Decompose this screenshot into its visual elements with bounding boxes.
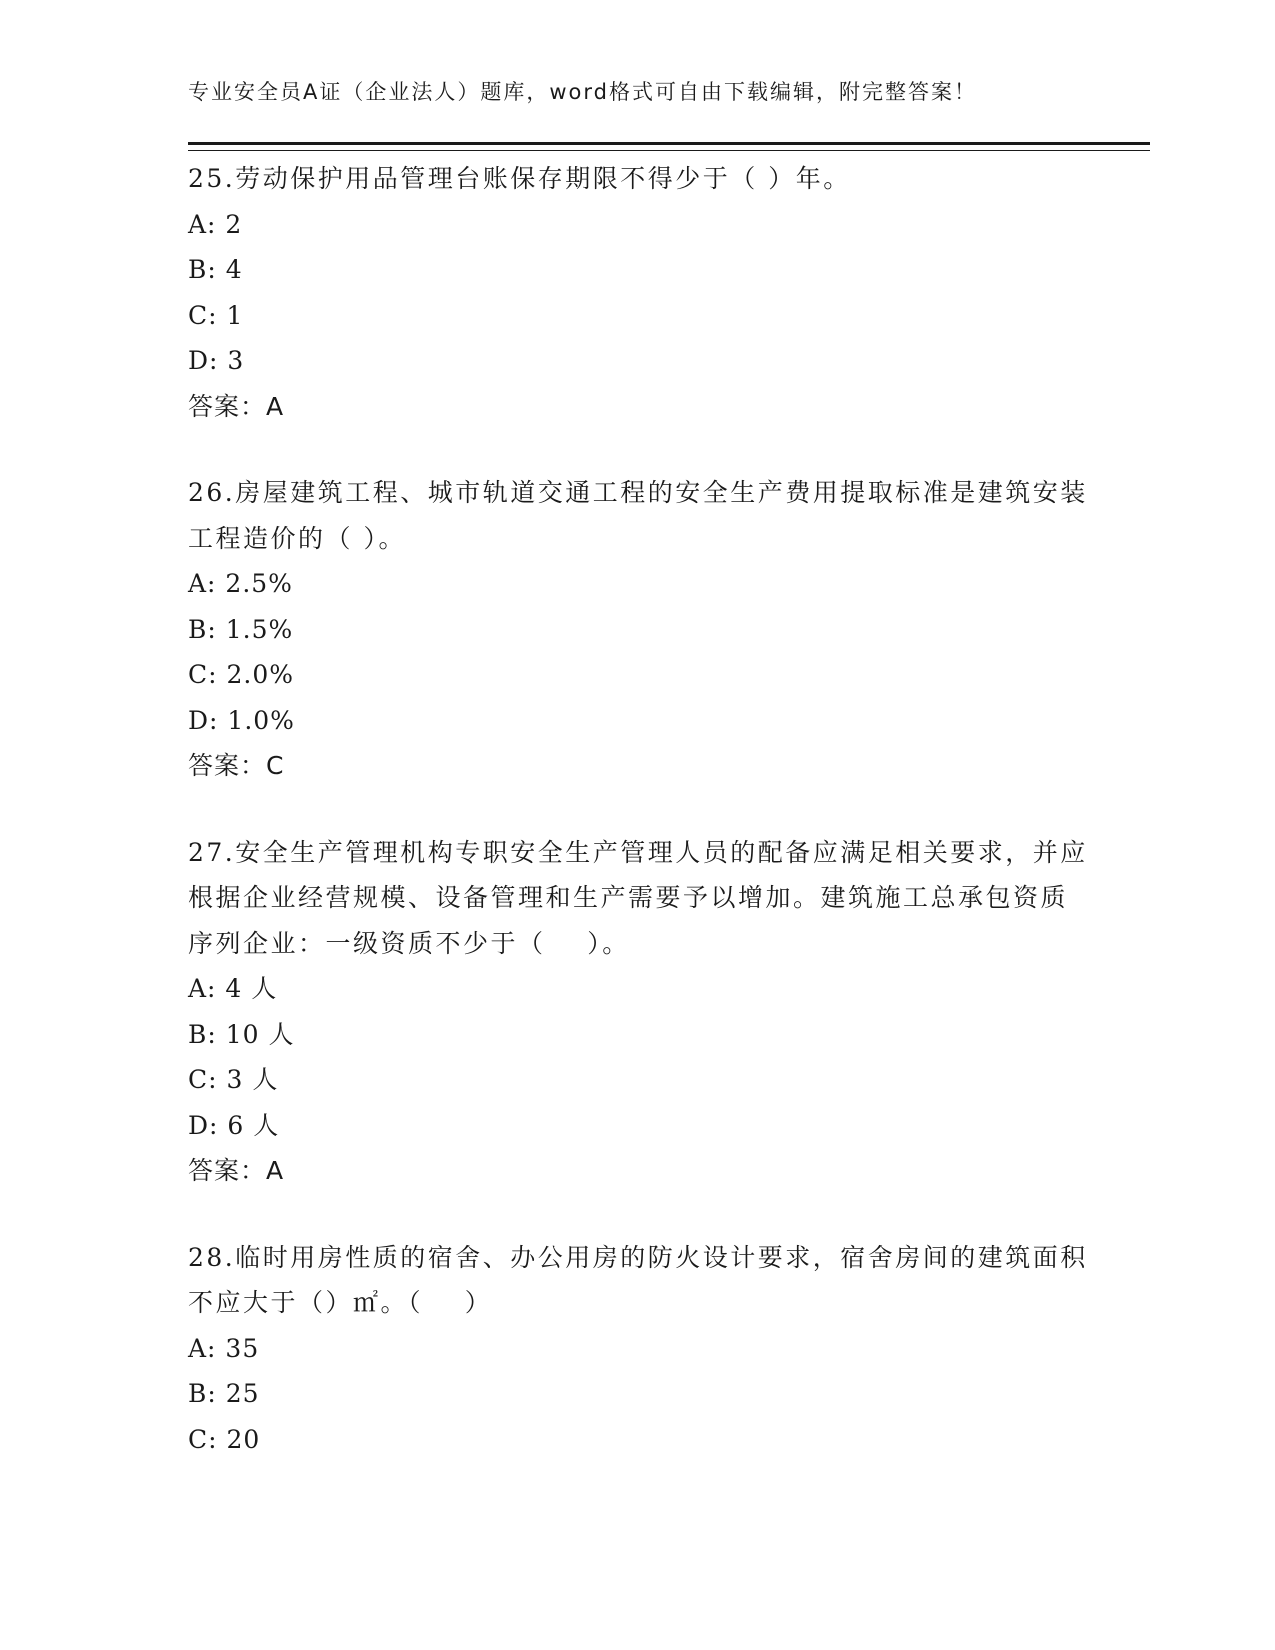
- question-25: [188, 156, 1088, 429]
- option-d: D: 1.0%: [188, 705, 295, 735]
- question-26: [188, 470, 1088, 789]
- option-b: B: 1.5%: [188, 614, 294, 644]
- option-c: C: 3 人: [188, 1065, 279, 1094]
- question-28: [188, 1235, 1088, 1463]
- answer-line: 答案：C: [188, 751, 285, 780]
- option-b: B: 10 人: [188, 1019, 295, 1049]
- question-text: 25.劳动保护用品管理台账保存期限不得少于（ ）年。: [188, 164, 851, 193]
- option-d: D: 3: [188, 346, 245, 375]
- option-d: D: 6 人: [188, 1110, 280, 1140]
- header-divider-thin: [188, 150, 1150, 151]
- option-b: B: 25: [188, 1379, 260, 1408]
- option-a: A: 4 人: [188, 974, 278, 1003]
- option-a: A: 2: [188, 209, 243, 239]
- question-text: 28.临时用房性质的宿舍、办公用房的防火设计要求，宿舍房间的建筑面积不应大于（）㎡。（ ）: [188, 1242, 1088, 1317]
- page-header: 专业安全员A证（企业法人）题库，word格式可自由下载编辑，附完整答案！: [188, 80, 977, 104]
- answer-line: 答案：A: [188, 1156, 285, 1185]
- answer-line: 答案：A: [188, 391, 285, 421]
- question-27: [188, 830, 1088, 1194]
- header-divider-thick: [188, 142, 1150, 145]
- question-text: 26.房屋建筑工程、城市轨道交通工程的安全生产费用提取标准是建筑安装工程造价的（ ）。: [188, 478, 1088, 553]
- question-list: [188, 156, 1088, 1503]
- question-text: 27.安全生产管理机构专职安全生产管理人员的配备应满足相关要求，并应根据企业经营规模、设备管理和生产需要予以增加。建筑施工总承包资质序列企业：一级资质不少于（ ）。: [188, 837, 1088, 958]
- option-c: C: 2.0%: [188, 660, 295, 689]
- option-a: A: 35: [188, 1333, 260, 1363]
- option-a: A: 2.5%: [188, 569, 293, 598]
- option-c: C: 20: [188, 1424, 261, 1454]
- option-c: C: 1: [188, 300, 244, 330]
- option-b: B: 4: [188, 255, 243, 284]
